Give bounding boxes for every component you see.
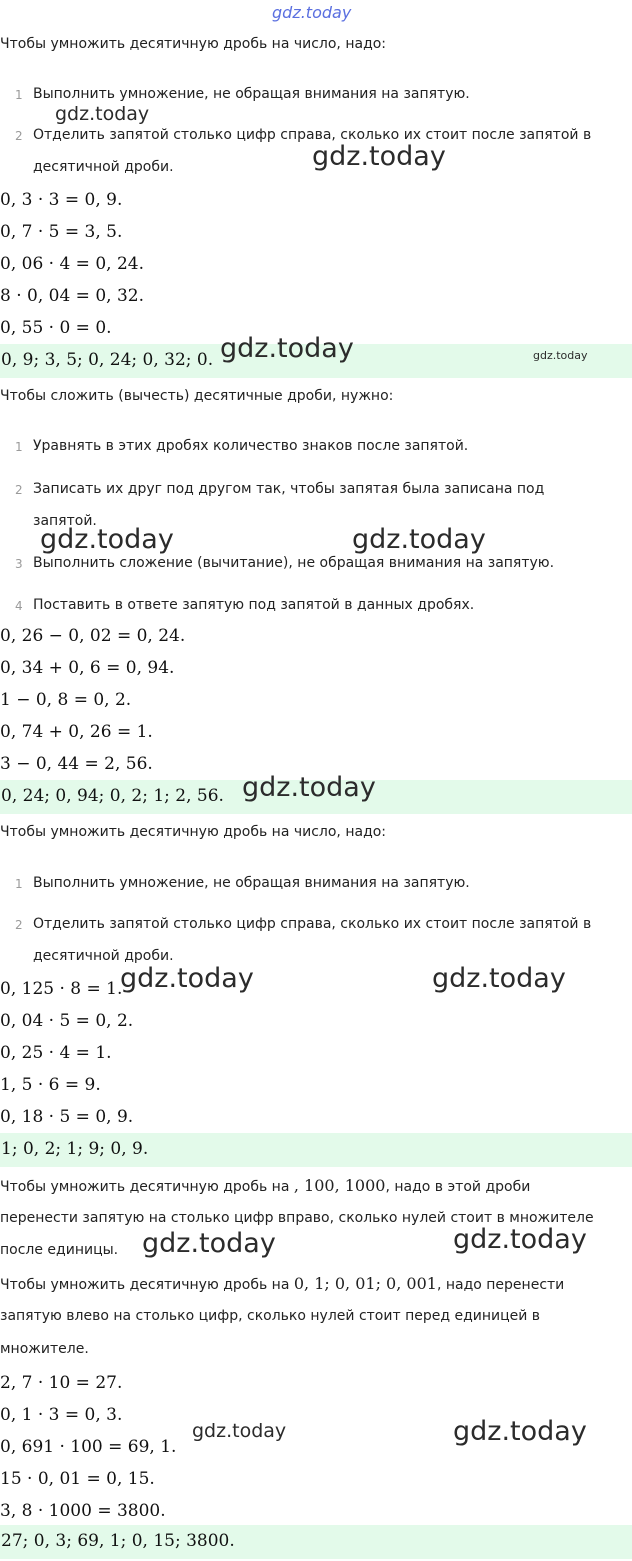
site-logo[interactable]: gdz.today bbox=[272, 3, 352, 22]
step-number: 2 bbox=[15, 483, 23, 497]
rule-mult-01 bbox=[0, 1274, 564, 1293]
equation: 0, 1 · 3 = 0, 3. bbox=[0, 1405, 123, 1425]
equation: 0, 26 − 0, 02 = 0, 24. bbox=[0, 626, 186, 646]
equation: 0, 3 · 3 = 0, 9. bbox=[0, 190, 123, 210]
equation: 0, 34 + 0, 6 = 0, 94. bbox=[0, 658, 175, 678]
equation: 1 − 0, 8 = 0, 2. bbox=[0, 690, 132, 710]
step-number: 4 bbox=[15, 599, 23, 613]
equation: 0, 55 · 0 = 0. bbox=[0, 318, 112, 338]
equation: 0, 7 · 5 = 3, 5. bbox=[0, 222, 123, 242]
step-text: Уравнять в этих дробях количество знаков после запятой. bbox=[33, 438, 469, 454]
equation: 2, 7 · 10 = 27. bbox=[0, 1373, 123, 1393]
watermark: gdz.today bbox=[312, 141, 446, 172]
step-text: Отделить запятой столько цифр справа, сколько их стоит после запятой в bbox=[33, 127, 592, 143]
rule-mult-10-line2: перенести запятую на столько цифр вправо, сколько нулей стоит в множителе bbox=[0, 1210, 594, 1226]
step-text-cont: десятичной дроби. bbox=[33, 159, 174, 175]
step-number: 1 bbox=[15, 877, 23, 891]
answer-text: 1; 0, 2; 1; 9; 0, 9. bbox=[1, 1139, 149, 1159]
step-number: 1 bbox=[15, 440, 23, 454]
rule-numbers: 0, 1; 0, 01; 0, 001 bbox=[293, 1274, 437, 1293]
equation: 0, 18 · 5 = 0, 9. bbox=[0, 1107, 134, 1127]
watermark: gdz.today bbox=[220, 333, 354, 364]
rule-text: , надо в этой дроби bbox=[385, 1179, 531, 1195]
watermark: gdz.today bbox=[120, 963, 254, 994]
step-text: Поставить в ответе запятую под запятой в данных дробях. bbox=[33, 597, 475, 613]
equation: 1, 5 · 6 = 9. bbox=[0, 1075, 101, 1095]
step-text: Выполнить умножение, не обращая внимания на запятую. bbox=[33, 875, 470, 891]
rule-numbers: , 100, 1000 bbox=[293, 1176, 386, 1195]
equation: 0, 74 + 0, 26 = 1. bbox=[0, 722, 153, 742]
rule-mult-10-line3: после единицы. bbox=[0, 1242, 119, 1258]
equation: 0, 691 · 100 = 69, 1. bbox=[0, 1437, 177, 1457]
step-text-cont: десятичной дроби. bbox=[33, 948, 174, 964]
watermark: gdz.today bbox=[242, 772, 376, 803]
watermark: gdz.today bbox=[453, 1224, 587, 1255]
equation: 0, 125 · 8 = 1. bbox=[0, 979, 123, 999]
equation: 0, 04 · 5 = 0, 2. bbox=[0, 1011, 134, 1031]
step-text: Выполнить умножение, не обращая внимания на запятую. bbox=[33, 86, 470, 102]
equation: 8 · 0, 04 = 0, 32. bbox=[0, 286, 144, 306]
answer-text: 0, 24; 0, 94; 0, 2; 1; 2, 56. bbox=[1, 786, 224, 806]
rule-mult-decimal: Чтобы умножить десятичную дробь на число, надо: bbox=[0, 36, 387, 52]
rule-text: Чтобы умножить десятичную дробь на bbox=[0, 1179, 294, 1195]
rule-text: , надо перенести bbox=[436, 1277, 565, 1293]
step-text: Записать их друг под другом так, чтобы запятая была записана под bbox=[33, 481, 545, 497]
step-number: 2 bbox=[15, 918, 23, 932]
watermark: gdz.today bbox=[142, 1228, 276, 1259]
rule-mult-10 bbox=[0, 1176, 530, 1195]
equation: 0, 06 · 4 = 0, 24. bbox=[0, 254, 144, 274]
watermark: gdz.today bbox=[352, 524, 486, 555]
equation: 3 − 0, 44 = 2, 56. bbox=[0, 754, 153, 774]
step-text: Отделить запятой столько цифр справа, сколько их стоит после запятой в bbox=[33, 916, 592, 932]
step-number: 3 bbox=[15, 557, 23, 571]
watermark: gdz.today bbox=[432, 963, 566, 994]
watermark: gdz.today bbox=[533, 349, 588, 362]
step-number: 1 bbox=[15, 88, 23, 102]
rule-mult-01-line2: запятую влево на столько цифр, сколько нулей стоит перед единицей в bbox=[0, 1308, 541, 1324]
watermark: gdz.today bbox=[40, 524, 174, 555]
step-text-cont: запятой. bbox=[33, 513, 97, 529]
step-text: Выполнить сложение (вычитание), не обращая внимания на запятую. bbox=[33, 555, 555, 571]
watermark: gdz.today bbox=[453, 1416, 587, 1447]
rule-mult-01-line3: множителе. bbox=[0, 1341, 89, 1357]
rule-text: Чтобы умножить десятичную дробь на bbox=[0, 1277, 294, 1293]
watermark: gdz.today bbox=[192, 1420, 287, 1442]
rule-add-sub: Чтобы сложить (вычесть) десятичные дроби, нужно: bbox=[0, 388, 394, 404]
step-number: 2 bbox=[15, 129, 23, 143]
rule-mult-decimal: Чтобы умножить десятичную дробь на число, надо: bbox=[0, 824, 387, 840]
answer-text: 27; 0, 3; 69, 1; 0, 15; 3800. bbox=[1, 1531, 235, 1551]
answer-text: 0, 9; 3, 5; 0, 24; 0, 32; 0. bbox=[1, 350, 214, 370]
equation: 0, 25 · 4 = 1. bbox=[0, 1043, 112, 1063]
watermark: gdz.today bbox=[55, 103, 150, 125]
equation: 3, 8 · 1000 = 3800. bbox=[0, 1501, 166, 1521]
equation: 15 · 0, 01 = 0, 15. bbox=[0, 1469, 155, 1489]
